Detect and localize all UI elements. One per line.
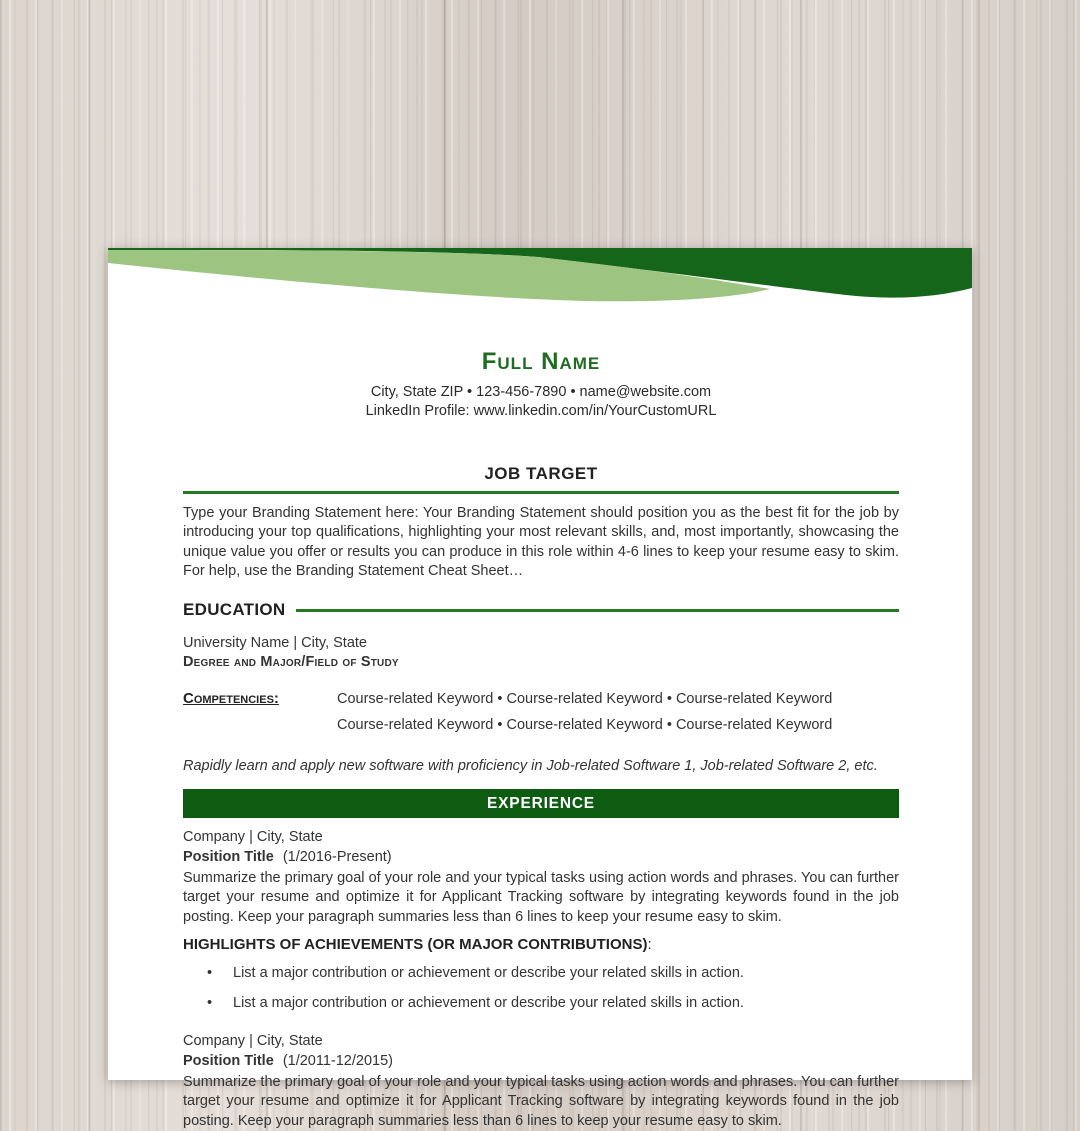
bullet-icon: • (207, 964, 213, 981)
keywords-line-1: Course-related Keyword • Course-related Keyword • Course-related Keyword (337, 690, 833, 707)
role-summary: Summarize the primary goal of your role and your typical tasks using action words and phrases. You can further target your resume and optimize it for Applicant Tracking software by integrating keywords found in the job posting. Keep your paragraph summaries less than 6 lines to keep your resume easy to skim. (183, 869, 899, 925)
education-entry (183, 634, 899, 673)
experience-title: EXPERIENCE (487, 794, 595, 812)
software-proficiency-note: Rapidly learn and apply new software with proficiency in Job-related Software 1, Job-related Software 2, etc. (183, 758, 878, 775)
position-dates: (1/2016-Present) (282, 848, 392, 865)
job-target-title: JOB TARGET (484, 464, 598, 483)
keywords-line-2: Course-related Keyword • Course-related Keyword • Course-related Keyword (337, 717, 833, 734)
resume-content (108, 348, 972, 1131)
branding-statement: Type your Branding Statement here: Your Branding Statement should position you as the best fit for the job by introducing your top qualifications, highlighting your most relevant skills, and, most importantly, showcasing the unique value you offer or results you can produce in this role within 4-6 lines to keep your resume easy to skim. For help, use the Branding Statement Cheat Sheet… (183, 505, 899, 579)
bullet-text: List a major contribution or achievement or describe your related skills in action. (233, 964, 744, 981)
highlight-bullet-2 (183, 994, 899, 1013)
experience-entry-1 (183, 828, 899, 1013)
company-line: Company | City, State (183, 1033, 323, 1050)
highlights-colon: : (647, 935, 652, 953)
position-dates: (1/2011-12/2015) (282, 1052, 393, 1069)
bullet-icon: • (207, 995, 213, 1012)
competencies-keywords (337, 690, 899, 736)
position-title: Position Title (183, 848, 274, 865)
degree-line: Degree and Major/Field of Study (183, 654, 399, 671)
highlights-label: HIGHLIGHTS OF ACHIEVEMENTS (OR MAJOR CONTRIBUTIONS) (183, 935, 648, 953)
experience-section-banner (183, 789, 899, 818)
education-section-header (183, 600, 899, 620)
education-rule (296, 609, 900, 612)
position-line (183, 1052, 899, 1071)
highlight-bullet-1 (183, 964, 899, 983)
contact-line-2: LinkedIn Profile: www.linkedin.com/in/YourCustomURL (365, 402, 717, 419)
highlights-heading (183, 936, 899, 953)
company-line: Company | City, State (183, 829, 323, 846)
university-line: University Name | City, State (183, 635, 367, 652)
competencies-row (183, 690, 899, 736)
position-line (183, 848, 899, 867)
competencies-label: Competencies: (183, 689, 279, 707)
education-title: EDUCATION (183, 600, 286, 620)
experience-entry-2 (183, 1032, 899, 1130)
job-target-rule (183, 491, 899, 494)
bullet-text: List a major contribution or achievement or describe your related skills in action. (233, 995, 744, 1012)
position-title: Position Title (183, 1052, 274, 1069)
resume-page (108, 248, 972, 1129)
header-wave-graphic (108, 248, 972, 310)
full-name: Full Name (481, 348, 601, 375)
role-summary: Summarize the primary goal of your role and your typical tasks using action words and phrases. You can further target your resume and optimize it for Applicant Tracking software by integrating keywords found in the job posting. Keep your paragraph summaries less than 6 lines to keep your resume easy to skim. (183, 1074, 899, 1129)
contact-info (183, 383, 899, 420)
contact-line-1: City, State ZIP • 123-456-7890 • name@website.com (370, 384, 712, 400)
